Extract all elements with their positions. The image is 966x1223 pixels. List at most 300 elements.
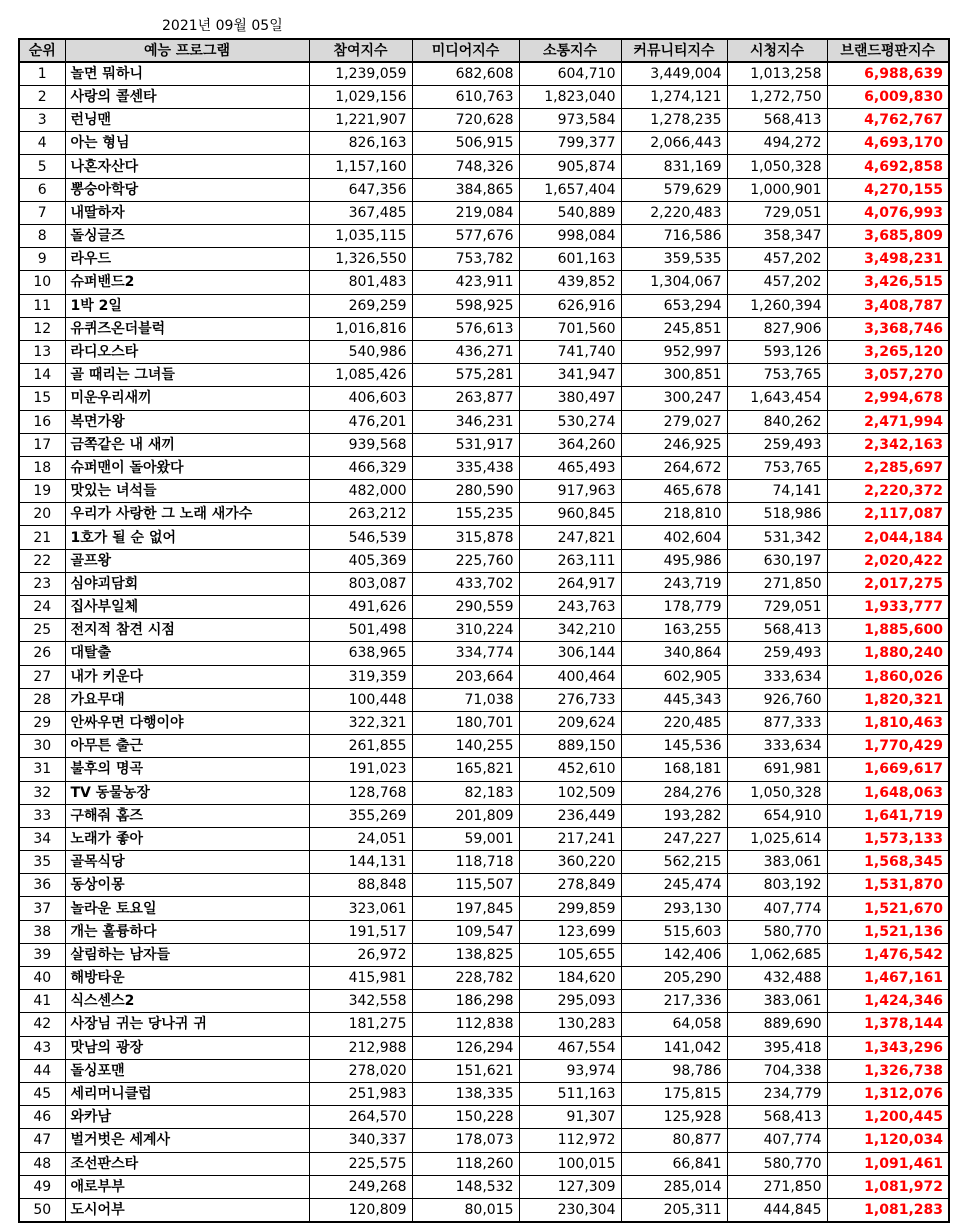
communication-cell: 917,963	[519, 480, 621, 503]
brand-reputation-cell: 1,081,972	[827, 1175, 949, 1198]
table-row	[19, 62, 949, 85]
community-cell: 3,449,004	[621, 62, 727, 85]
participation-cell: 540,986	[309, 340, 412, 363]
program-name-cell: 골 때리는 그녀들	[65, 364, 309, 387]
table-row	[19, 735, 949, 758]
participation-cell: 181,275	[309, 1013, 412, 1036]
community-cell: 402,604	[621, 526, 727, 549]
table-row	[19, 1059, 949, 1082]
table-row	[19, 85, 949, 108]
table-row	[19, 317, 949, 340]
media-cell: 115,507	[412, 874, 519, 897]
viewing-cell: 840,262	[727, 410, 827, 433]
program-name-cell: 복면가왕	[65, 410, 309, 433]
media-cell: 748,326	[412, 155, 519, 178]
community-cell: 145,536	[621, 735, 727, 758]
table-row	[19, 201, 949, 224]
participation-cell: 212,988	[309, 1036, 412, 1059]
brand-reputation-cell: 6,988,639	[827, 62, 949, 85]
brand-reputation-cell: 1,521,136	[827, 920, 949, 943]
viewing-cell: 580,770	[727, 920, 827, 943]
participation-cell: 939,568	[309, 433, 412, 456]
viewing-cell: 1,062,685	[727, 943, 827, 966]
viewing-cell: 457,202	[727, 271, 827, 294]
rank-cell: 11	[19, 294, 65, 317]
program-name-cell: 애로부부	[65, 1175, 309, 1198]
table-row	[19, 1106, 949, 1129]
participation-cell: 144,131	[309, 851, 412, 874]
communication-cell: 93,974	[519, 1059, 621, 1082]
media-cell: 228,782	[412, 967, 519, 990]
brand-reputation-cell: 1,424,346	[827, 990, 949, 1013]
media-cell: 290,559	[412, 596, 519, 619]
rank-cell: 7	[19, 201, 65, 224]
participation-cell: 826,163	[309, 132, 412, 155]
community-cell: 562,215	[621, 851, 727, 874]
communication-cell: 209,624	[519, 711, 621, 734]
brand-reputation-cell: 1,880,240	[827, 642, 949, 665]
viewing-cell: 74,141	[727, 480, 827, 503]
communication-cell: 264,917	[519, 572, 621, 595]
brand-reputation-cell: 4,762,767	[827, 109, 949, 132]
media-cell: 334,774	[412, 642, 519, 665]
viewing-cell: 704,338	[727, 1059, 827, 1082]
participation-cell: 1,035,115	[309, 225, 412, 248]
viewing-cell: 753,765	[727, 456, 827, 479]
media-cell: 576,613	[412, 317, 519, 340]
table-row	[19, 1175, 949, 1198]
table-row	[19, 456, 949, 479]
communication-cell: 112,972	[519, 1129, 621, 1152]
program-name-cell: 라우드	[65, 248, 309, 271]
communication-cell: 184,620	[519, 967, 621, 990]
brand-reputation-cell: 1,081,283	[827, 1198, 949, 1221]
media-cell: 682,608	[412, 62, 519, 85]
viewing-cell: 753,765	[727, 364, 827, 387]
brand-reputation-cell: 4,692,858	[827, 155, 949, 178]
brand-reputation-cell: 3,057,270	[827, 364, 949, 387]
participation-cell: 501,498	[309, 619, 412, 642]
participation-cell: 323,061	[309, 897, 412, 920]
brand-reputation-cell: 1,641,719	[827, 804, 949, 827]
brand-reputation-cell: 3,498,231	[827, 248, 949, 271]
viewing-cell: 729,051	[727, 201, 827, 224]
community-cell: 220,485	[621, 711, 727, 734]
table-row	[19, 248, 949, 271]
community-cell: 602,905	[621, 665, 727, 688]
table-row	[19, 178, 949, 201]
table-row	[19, 109, 949, 132]
brand-reputation-cell: 1,326,738	[827, 1059, 949, 1082]
viewing-cell: 654,910	[727, 804, 827, 827]
participation-cell: 128,768	[309, 781, 412, 804]
rank-cell: 47	[19, 1129, 65, 1152]
program-name-cell: 동상이몽	[65, 874, 309, 897]
media-cell: 165,821	[412, 758, 519, 781]
program-name-cell: 사랑의 콜센타	[65, 85, 309, 108]
participation-cell: 546,539	[309, 526, 412, 549]
participation-cell: 120,809	[309, 1198, 412, 1221]
table-row	[19, 1036, 949, 1059]
media-cell: 575,281	[412, 364, 519, 387]
community-cell: 279,027	[621, 410, 727, 433]
participation-cell: 482,000	[309, 480, 412, 503]
community-cell: 285,014	[621, 1175, 727, 1198]
participation-cell: 491,626	[309, 596, 412, 619]
table-row	[19, 526, 949, 549]
table-row	[19, 410, 949, 433]
communication-cell: 439,852	[519, 271, 621, 294]
brand-reputation-cell: 1,091,461	[827, 1152, 949, 1175]
table-row	[19, 572, 949, 595]
viewing-cell: 630,197	[727, 549, 827, 572]
program-name-cell: 라디오스타	[65, 340, 309, 363]
table-row	[19, 897, 949, 920]
viewing-cell: 1,050,328	[727, 155, 827, 178]
participation-cell: 278,020	[309, 1059, 412, 1082]
communication-cell: 276,733	[519, 688, 621, 711]
media-cell: 610,763	[412, 85, 519, 108]
date-label: 2021년 09월 05일	[162, 18, 283, 34]
community-cell: 2,220,483	[621, 201, 727, 224]
media-cell: 720,628	[412, 109, 519, 132]
media-cell: 178,073	[412, 1129, 519, 1152]
brand-reputation-cell: 4,076,993	[827, 201, 949, 224]
header-participation: 참여지수	[309, 39, 412, 62]
program-name-cell: 안싸우면 다행이야	[65, 711, 309, 734]
brand-reputation-cell: 1,820,321	[827, 688, 949, 711]
communication-cell: 243,763	[519, 596, 621, 619]
media-cell: 310,224	[412, 619, 519, 642]
media-cell: 118,718	[412, 851, 519, 874]
table-row	[19, 781, 949, 804]
program-name-cell: 런닝맨	[65, 109, 309, 132]
communication-cell: 452,610	[519, 758, 621, 781]
community-cell: 64,058	[621, 1013, 727, 1036]
media-cell: 126,294	[412, 1036, 519, 1059]
viewing-cell: 395,418	[727, 1036, 827, 1059]
header-rank: 순위	[19, 39, 65, 62]
media-cell: 155,235	[412, 503, 519, 526]
participation-cell: 263,212	[309, 503, 412, 526]
table-row	[19, 619, 949, 642]
rank-cell: 20	[19, 503, 65, 526]
viewing-cell: 1,643,454	[727, 387, 827, 410]
program-name-cell: 아는 형님	[65, 132, 309, 155]
rank-cell: 18	[19, 456, 65, 479]
participation-cell: 1,326,550	[309, 248, 412, 271]
rank-cell: 30	[19, 735, 65, 758]
program-name-cell: 돌싱포맨	[65, 1059, 309, 1082]
program-name-cell: 슈퍼맨이 돌아왔다	[65, 456, 309, 479]
header-media: 미디어지수	[412, 39, 519, 62]
viewing-cell: 827,906	[727, 317, 827, 340]
viewing-cell: 259,493	[727, 433, 827, 456]
viewing-cell: 568,413	[727, 619, 827, 642]
community-cell: 952,997	[621, 340, 727, 363]
media-cell: 315,878	[412, 526, 519, 549]
participation-cell: 367,485	[309, 201, 412, 224]
brand-reputation-cell: 3,265,120	[827, 340, 949, 363]
brand-reputation-cell: 1,521,670	[827, 897, 949, 920]
community-cell: 247,227	[621, 827, 727, 850]
brand-reputation-cell: 2,994,678	[827, 387, 949, 410]
community-cell: 98,786	[621, 1059, 727, 1082]
participation-cell: 466,329	[309, 456, 412, 479]
rank-cell: 49	[19, 1175, 65, 1198]
rank-cell: 50	[19, 1198, 65, 1221]
communication-cell: 342,210	[519, 619, 621, 642]
brand-reputation-cell: 1,378,144	[827, 1013, 949, 1036]
viewing-cell: 729,051	[727, 596, 827, 619]
program-name-cell: 노래가 좋아	[65, 827, 309, 850]
participation-cell: 1,221,907	[309, 109, 412, 132]
participation-cell: 322,321	[309, 711, 412, 734]
program-name-cell: 나혼자산다	[65, 155, 309, 178]
rank-cell: 31	[19, 758, 65, 781]
table-row	[19, 549, 949, 572]
communication-cell: 130,283	[519, 1013, 621, 1036]
participation-cell: 251,983	[309, 1082, 412, 1105]
brand-reputation-cell: 1,200,445	[827, 1106, 949, 1129]
media-cell: 180,701	[412, 711, 519, 734]
community-cell: 284,276	[621, 781, 727, 804]
community-cell: 245,474	[621, 874, 727, 897]
community-cell: 1,274,121	[621, 85, 727, 108]
participation-cell: 355,269	[309, 804, 412, 827]
communication-cell: 511,163	[519, 1082, 621, 1105]
brand-reputation-cell: 1,120,034	[827, 1129, 949, 1152]
communication-cell: 973,584	[519, 109, 621, 132]
brand-reputation-cell: 1,648,063	[827, 781, 949, 804]
participation-cell: 1,029,156	[309, 85, 412, 108]
rank-cell: 27	[19, 665, 65, 688]
media-cell: 577,676	[412, 225, 519, 248]
rank-cell: 3	[19, 109, 65, 132]
program-name-cell: 놀라운 토요일	[65, 897, 309, 920]
community-cell: 163,255	[621, 619, 727, 642]
program-name-cell: 맛남의 광장	[65, 1036, 309, 1059]
brand-reputation-cell: 2,117,087	[827, 503, 949, 526]
participation-cell: 264,570	[309, 1106, 412, 1129]
program-name-cell: 사장님 귀는 당나귀 귀	[65, 1013, 309, 1036]
media-cell: 346,231	[412, 410, 519, 433]
community-cell: 579,629	[621, 178, 727, 201]
program-name-cell: 아무튼 출근	[65, 735, 309, 758]
viewing-cell: 259,493	[727, 642, 827, 665]
viewing-cell: 803,192	[727, 874, 827, 897]
community-cell: 205,311	[621, 1198, 727, 1221]
program-name-cell: 심야괴담회	[65, 572, 309, 595]
viewing-cell: 234,779	[727, 1082, 827, 1105]
communication-cell: 360,220	[519, 851, 621, 874]
media-cell: 82,183	[412, 781, 519, 804]
brand-reputation-cell: 1,476,542	[827, 943, 949, 966]
community-cell: 293,130	[621, 897, 727, 920]
program-name-cell: 뽕숭아학당	[65, 178, 309, 201]
communication-cell: 236,449	[519, 804, 621, 827]
rank-cell: 17	[19, 433, 65, 456]
communication-cell: 230,304	[519, 1198, 621, 1221]
rank-cell: 15	[19, 387, 65, 410]
program-name-cell: 맛있는 녀석들	[65, 480, 309, 503]
program-name-cell: 미운우리새끼	[65, 387, 309, 410]
media-cell: 225,760	[412, 549, 519, 572]
communication-cell: 905,874	[519, 155, 621, 178]
participation-cell: 340,337	[309, 1129, 412, 1152]
communication-cell: 127,309	[519, 1175, 621, 1198]
media-cell: 384,865	[412, 178, 519, 201]
communication-cell: 380,497	[519, 387, 621, 410]
participation-cell: 1,085,426	[309, 364, 412, 387]
table-row	[19, 596, 949, 619]
viewing-cell: 383,061	[727, 851, 827, 874]
participation-cell: 269,259	[309, 294, 412, 317]
communication-cell: 626,916	[519, 294, 621, 317]
community-cell: 340,864	[621, 642, 727, 665]
viewing-cell: 407,774	[727, 897, 827, 920]
participation-cell: 405,369	[309, 549, 412, 572]
media-cell: 280,590	[412, 480, 519, 503]
rank-cell: 38	[19, 920, 65, 943]
rank-cell: 41	[19, 990, 65, 1013]
community-cell: 178,779	[621, 596, 727, 619]
rank-cell: 35	[19, 851, 65, 874]
communication-cell: 102,509	[519, 781, 621, 804]
brand-reputation-cell: 1,343,296	[827, 1036, 949, 1059]
communication-cell: 364,260	[519, 433, 621, 456]
brand-reputation-cell: 1,312,076	[827, 1082, 949, 1105]
program-name-cell: 살림하는 남자들	[65, 943, 309, 966]
media-cell: 219,084	[412, 201, 519, 224]
brand-reputation-cell: 2,017,275	[827, 572, 949, 595]
rank-cell: 4	[19, 132, 65, 155]
program-name-cell: 세리머니클럽	[65, 1082, 309, 1105]
participation-cell: 319,359	[309, 665, 412, 688]
viewing-cell: 926,760	[727, 688, 827, 711]
program-name-cell: 전지적 참견 시점	[65, 619, 309, 642]
program-name-cell: 놀면 뭐하니	[65, 62, 309, 85]
community-cell: 1,304,067	[621, 271, 727, 294]
brand-reputation-cell: 3,368,746	[827, 317, 949, 340]
brand-reputation-cell: 4,270,155	[827, 178, 949, 201]
viewing-cell: 333,634	[727, 735, 827, 758]
program-name-cell: 대탈출	[65, 642, 309, 665]
table-row	[19, 225, 949, 248]
communication-cell: 799,377	[519, 132, 621, 155]
community-cell: 175,815	[621, 1082, 727, 1105]
community-cell: 193,282	[621, 804, 727, 827]
media-cell: 150,228	[412, 1106, 519, 1129]
participation-cell: 342,558	[309, 990, 412, 1013]
community-cell: 1,278,235	[621, 109, 727, 132]
communication-cell: 540,889	[519, 201, 621, 224]
media-cell: 598,925	[412, 294, 519, 317]
community-cell: 168,181	[621, 758, 727, 781]
brand-reputation-cell: 2,044,184	[827, 526, 949, 549]
viewing-cell: 1,013,258	[727, 62, 827, 85]
table-row	[19, 990, 949, 1013]
media-cell: 203,664	[412, 665, 519, 688]
rank-cell: 36	[19, 874, 65, 897]
participation-cell: 638,965	[309, 642, 412, 665]
media-cell: 118,260	[412, 1152, 519, 1175]
table-row	[19, 1152, 949, 1175]
rank-cell: 29	[19, 711, 65, 734]
viewing-cell: 691,981	[727, 758, 827, 781]
media-cell: 201,809	[412, 804, 519, 827]
media-cell: 433,702	[412, 572, 519, 595]
rank-cell: 23	[19, 572, 65, 595]
brand-reputation-cell: 4,693,170	[827, 132, 949, 155]
rank-cell: 48	[19, 1152, 65, 1175]
table-row	[19, 1013, 949, 1036]
program-name-cell: 식스센스2	[65, 990, 309, 1013]
communication-cell: 1,823,040	[519, 85, 621, 108]
community-cell: 653,294	[621, 294, 727, 317]
table-row	[19, 364, 949, 387]
rank-cell: 6	[19, 178, 65, 201]
communication-cell: 105,655	[519, 943, 621, 966]
media-cell: 140,255	[412, 735, 519, 758]
media-cell: 112,838	[412, 1013, 519, 1036]
rank-cell: 24	[19, 596, 65, 619]
rank-cell: 8	[19, 225, 65, 248]
community-cell: 245,851	[621, 317, 727, 340]
viewing-cell: 593,126	[727, 340, 827, 363]
participation-cell: 191,023	[309, 758, 412, 781]
communication-cell: 299,859	[519, 897, 621, 920]
program-name-cell: 유퀴즈온더블럭	[65, 317, 309, 340]
participation-cell: 24,051	[309, 827, 412, 850]
media-cell: 59,001	[412, 827, 519, 850]
table-row	[19, 132, 949, 155]
rank-cell: 21	[19, 526, 65, 549]
brand-reputation-cell: 1,669,617	[827, 758, 949, 781]
table-row	[19, 387, 949, 410]
brand-reputation-cell: 3,408,787	[827, 294, 949, 317]
media-cell: 263,877	[412, 387, 519, 410]
rank-cell: 19	[19, 480, 65, 503]
table-row	[19, 711, 949, 734]
viewing-cell: 580,770	[727, 1152, 827, 1175]
media-cell: 80,015	[412, 1198, 519, 1221]
viewing-cell: 271,850	[727, 572, 827, 595]
viewing-cell: 1,260,394	[727, 294, 827, 317]
media-cell: 138,335	[412, 1082, 519, 1105]
header-program: 예능 프로그램	[65, 39, 309, 62]
rank-cell: 45	[19, 1082, 65, 1105]
participation-cell: 249,268	[309, 1175, 412, 1198]
viewing-cell: 1,050,328	[727, 781, 827, 804]
community-cell: 125,928	[621, 1106, 727, 1129]
rank-cell: 46	[19, 1106, 65, 1129]
rank-cell: 14	[19, 364, 65, 387]
communication-cell: 998,084	[519, 225, 621, 248]
rank-cell: 40	[19, 967, 65, 990]
brand-reputation-cell: 2,020,422	[827, 549, 949, 572]
participation-cell: 1,016,816	[309, 317, 412, 340]
program-name-cell: 슈퍼밴드2	[65, 271, 309, 294]
viewing-cell: 518,986	[727, 503, 827, 526]
brand-reputation-cell: 2,342,163	[827, 433, 949, 456]
table-row	[19, 503, 949, 526]
viewing-cell: 407,774	[727, 1129, 827, 1152]
participation-cell: 476,201	[309, 410, 412, 433]
community-cell: 80,877	[621, 1129, 727, 1152]
program-name-cell: 돌싱글즈	[65, 225, 309, 248]
participation-cell: 100,448	[309, 688, 412, 711]
